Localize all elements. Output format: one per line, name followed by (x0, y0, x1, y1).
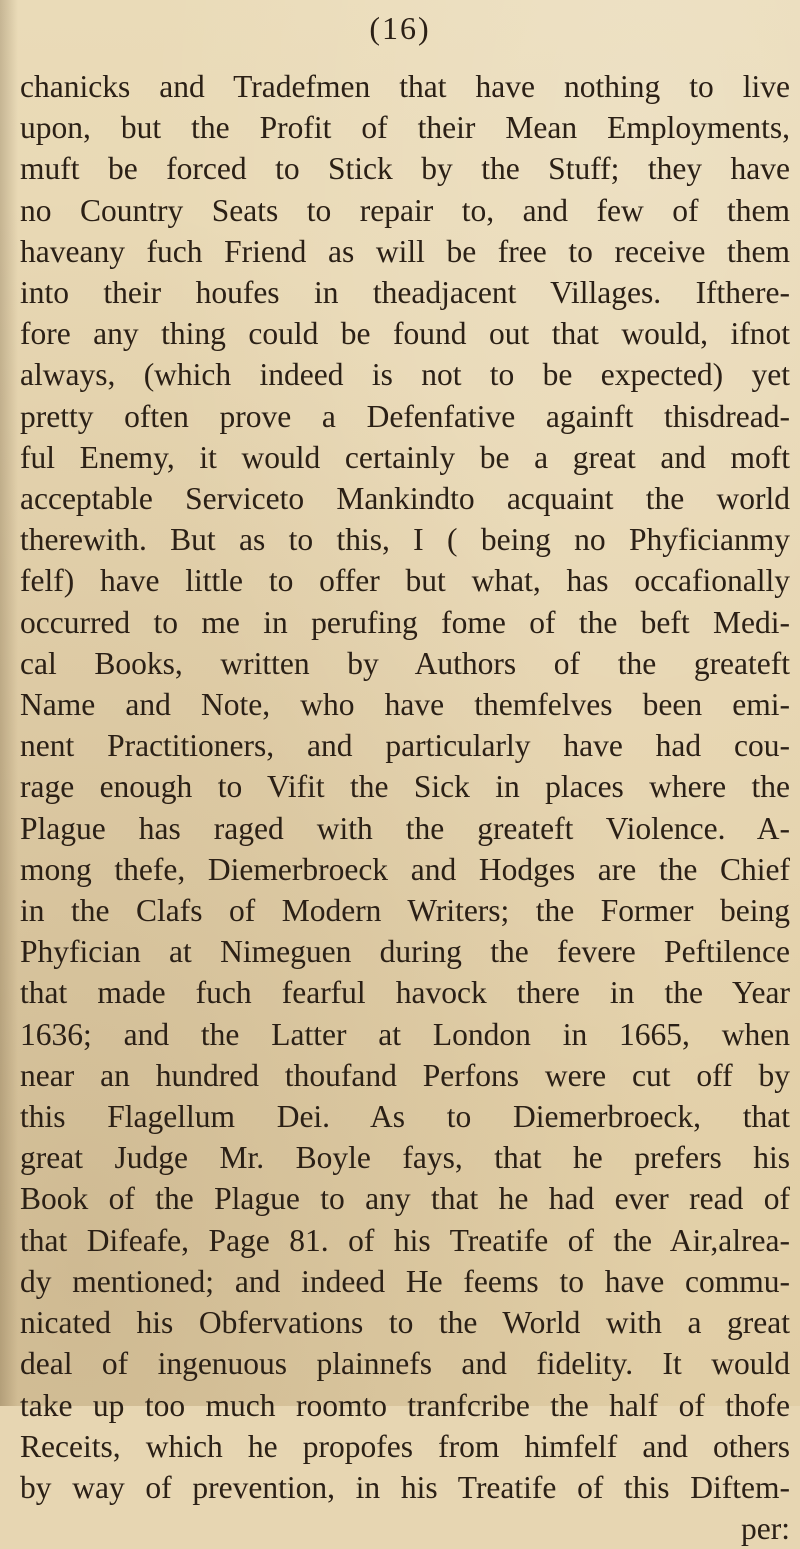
text-line: always, (which indeed is not to be expected) yet (20, 357, 790, 393)
page-body-text (20, 66, 790, 1549)
text-line: nicated his Obfervations to the World with a great (20, 1305, 790, 1341)
text-line: this Flagellum Dei. As to Diemerbroeck, that (20, 1099, 790, 1135)
text-line: per: (741, 1511, 790, 1547)
text-line: pretty often prove a Defenfative againft thisdread- (20, 398, 790, 434)
text-line: near an hundred thoufand Perfons were cut off by (20, 1057, 790, 1093)
text-line: 1636; and the Latter at London in 1665, when (20, 1016, 790, 1052)
text-line: in the Clafs of Modern Writers; the Former being (20, 893, 790, 929)
page-edge-shadow (0, 0, 18, 1406)
text-line: Book of the Plague to any that he had ever read of (20, 1181, 790, 1217)
text-line: upon, but the Profit of their Mean Employments, (20, 110, 790, 146)
text-line: felf) have little to offer but what, has occafionally (20, 563, 790, 599)
text-line: chanicks and Tradefmen that have nothing to live (20, 69, 790, 104)
text-line: Name and Note, who have themfelves been emi- (20, 687, 790, 723)
page-number: (16) (369, 10, 431, 46)
text-line: dy mentioned; and indeed He feems to have commu- (20, 1263, 790, 1299)
text-line: nent Practitioners, and particularly have had cou- (20, 728, 790, 764)
text-line: muft be forced to Stick by the Stuff; they have (20, 151, 790, 187)
text-line: cal Books, written by Authors of the greateft (20, 645, 790, 681)
text-line: therewith. But as to this, I ( being no Phyficianmy (20, 522, 790, 558)
text-line: occurred to me in perufing fome of the beft Medi- (20, 604, 790, 640)
text-line: take up too much roomto tranfcribe the half of thofe (20, 1387, 790, 1423)
text-line: Phyfician at Nimeguen during the fevere Peftilence (20, 934, 790, 970)
text-line: by way of prevention, in his Treatife of this Diftem- (20, 1469, 790, 1505)
text-line: into their houfes in theadjacent Villages. Ifthere- (20, 275, 790, 311)
text-line: mong thefe, Diemerbroeck and Hodges are the Chief (20, 851, 790, 887)
text-line: Receits, which he propofes from himfelf and others (20, 1428, 790, 1464)
text-line: fore any thing could be found out that would, ifnot (20, 316, 790, 352)
text-line: Plague has raged with the greateft Violence. A- (20, 810, 790, 846)
text-line: haveany fuch Friend as will be free to receive them (20, 233, 790, 269)
text-line: no Country Seats to repair to, and few of them (20, 192, 790, 228)
text-line: great Judge Mr. Boyle fays, that he prefers his (20, 1140, 790, 1176)
text-line: deal of ingenuous plainnefs and fidelity. It would (20, 1346, 790, 1382)
text-line: ful Enemy, it would certainly be a great and moft (20, 439, 790, 475)
text-line: rage enough to Vifit the Sick in places where the (20, 769, 790, 805)
text-line: that Difeafe, Page 81. of his Treatife of the Air,alrea- (20, 1222, 790, 1258)
text-line: that made fuch fearful havock there in the Year (20, 975, 790, 1011)
text-line: acceptable Serviceto Mankindto acquaint the world (20, 481, 790, 517)
